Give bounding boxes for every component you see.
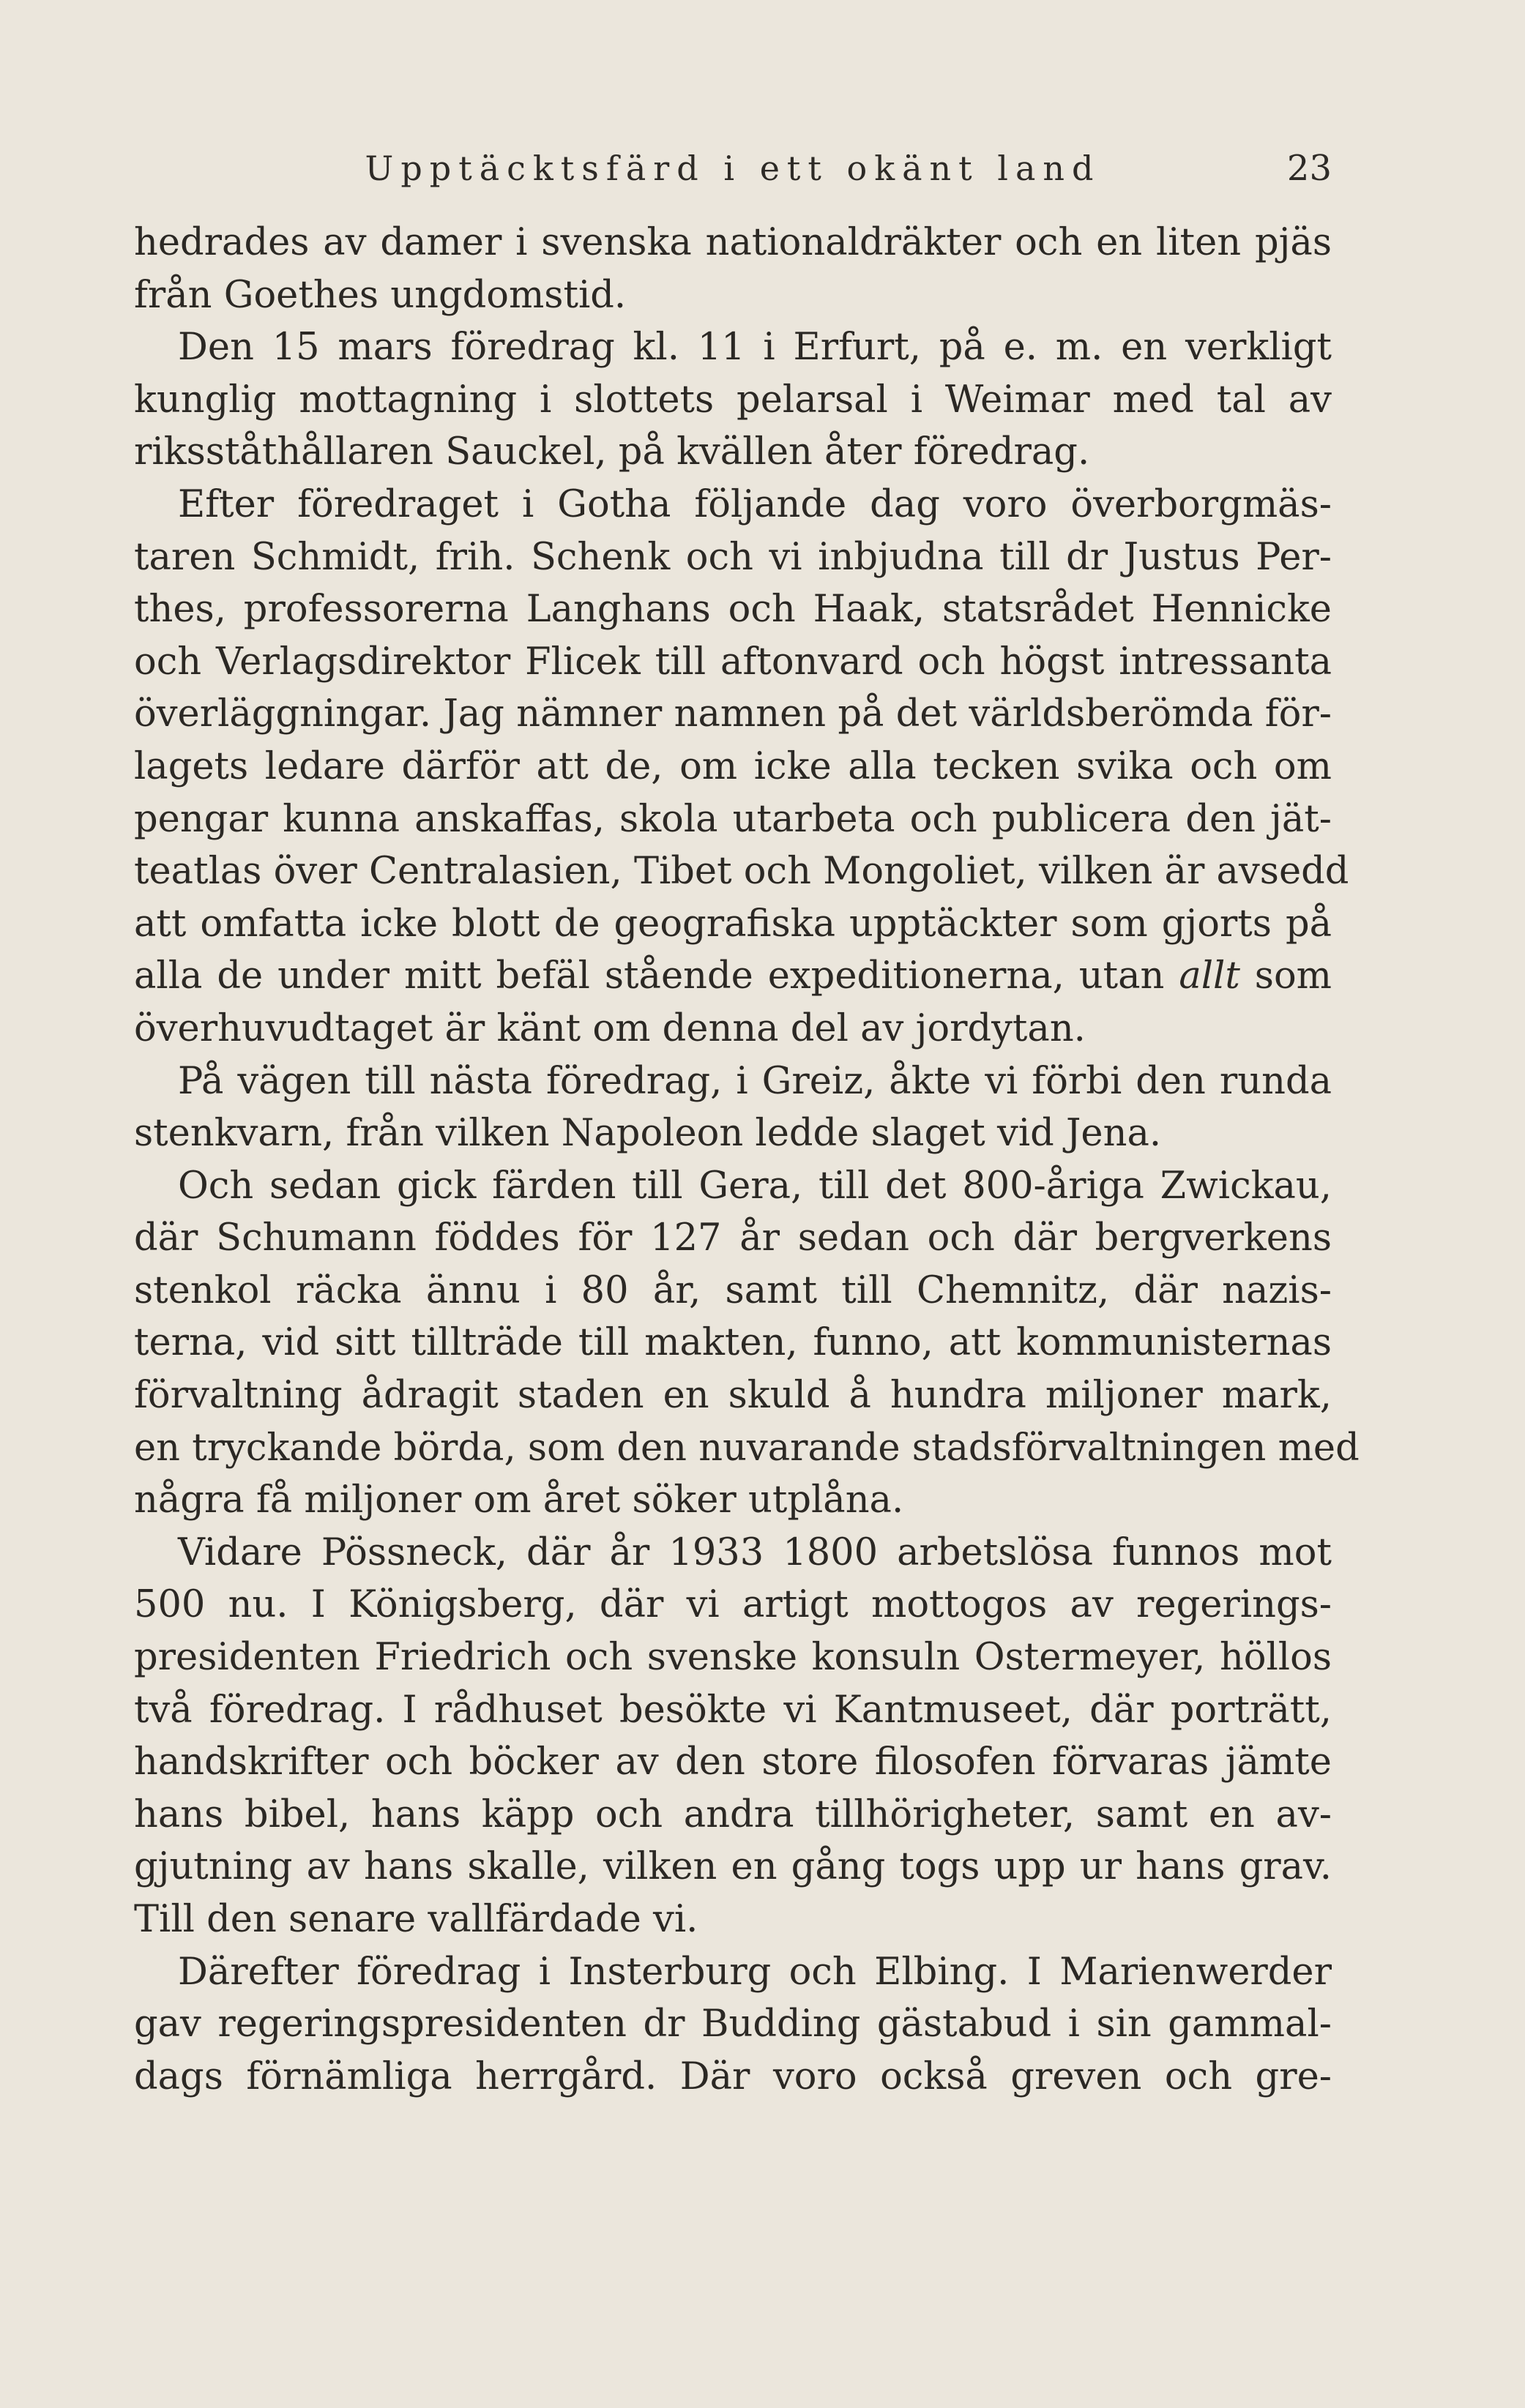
text-line — [134, 1893, 1332, 1946]
text-line-content: Därefter föredrag i Insterburg och Elbing. I Marienwerder — [178, 1950, 1332, 1994]
text-line — [134, 1212, 1332, 1265]
text-line — [134, 1684, 1332, 1737]
text-line — [134, 845, 1349, 898]
text-line — [134, 1055, 1332, 1108]
text-line-content: stenkvarn, från vilken Napoleon ledde slaget vid Jena. — [134, 1112, 1162, 1156]
running-title: Upptäcktsfärd i ett okänt land — [365, 149, 1101, 188]
emphasized-word: allt — [1179, 954, 1240, 998]
text-line-content: hedrades av damer i svenska nationaldräkter och en liten pjäs — [134, 221, 1332, 264]
text-line — [134, 741, 1332, 793]
text-line — [134, 1998, 1332, 2051]
text-line — [134, 321, 1332, 374]
text-line — [134, 1736, 1332, 1789]
text-line — [134, 426, 1332, 479]
text-line-content: förvaltning ådragit staden en skuld å hundra miljoner mark, — [134, 1374, 1332, 1418]
text-line-content: Efter föredraget i Gotha följande dag voro överborgmäs- — [178, 482, 1332, 526]
text-line-content: kunglig mottagning i slottets pelarsal i Weimar med tal av — [134, 378, 1332, 422]
text-line-tail: som — [1239, 954, 1332, 998]
text-line-content: hans bibel, hans käpp och andra tillhörigheter, samt en av- — [134, 1792, 1332, 1836]
text-line-content: Och sedan gick färden till Gera, till det 800-åriga Zwickau, — [178, 1164, 1332, 1208]
text-line-content: Till den senare vallfärdade vi. — [134, 1898, 698, 1941]
text-line — [134, 1003, 1332, 1055]
text-line — [134, 479, 1332, 531]
text-line — [134, 583, 1332, 636]
text-line-content: två föredrag. I rådhuset besökte vi Kantmuseet, där porträtt, — [134, 1688, 1332, 1732]
text-line — [134, 636, 1332, 689]
text-line-content: från Goethes ungdomstid. — [134, 273, 627, 317]
text-line-content: dags förnämliga herrgård. Där voro också greven och gre- — [134, 2054, 1332, 2098]
body-text — [134, 217, 1360, 2103]
text-line-content: att omfatta icke blott de geografiska upptäckter som gjorts på — [134, 902, 1332, 946]
text-line-content: Vidare Pössneck, där år 1933 1800 arbetslösa funnos mot — [178, 1530, 1332, 1574]
text-line-content: teatlas över Centralasien, Tibet och Mongoliet, vilken är avsedd — [134, 850, 1349, 894]
text-line-content: överhuvudtaget är känt om denna del av jordytan. — [134, 1006, 1086, 1050]
text-line — [134, 1527, 1332, 1579]
text-line — [134, 269, 1332, 322]
text-line — [134, 1317, 1332, 1369]
text-line — [134, 1422, 1360, 1475]
text-line-content: taren Schmidt, frih. Schenk och vi inbjudna till dr Justus Per- — [134, 535, 1332, 579]
text-line — [134, 1789, 1332, 1841]
text-line — [134, 1631, 1332, 1684]
text-line — [134, 2051, 1332, 2104]
text-line-content: pengar kunna anskaffas, skola utarbeta och publicera den jät- — [134, 797, 1332, 841]
text-line — [134, 688, 1332, 741]
text-line-content: gjutning av hans skalle, vilken en gång togs upp ur hans grav. — [134, 1845, 1332, 1889]
text-line — [134, 898, 1332, 951]
text-line — [134, 1579, 1332, 1631]
text-line-content: alla de under mitt befäl stående expeditionerna, utan — [134, 954, 1165, 998]
text-line-content: lagets ledare därför att de, om icke alla tecken svika och om — [134, 744, 1332, 788]
text-line-content: stenkol räcka ännu i 80 år, samt till Chemnitz, där nazis- — [134, 1268, 1332, 1312]
text-line — [134, 793, 1332, 846]
text-line-content: handskrifter och böcker av den store filosofen förvaras jämte — [134, 1740, 1332, 1784]
text-line — [134, 1107, 1332, 1160]
text-line-content: där Schumann föddes för 127 år sedan och där bergverkens — [134, 1216, 1332, 1260]
text-line — [134, 950, 1332, 1003]
text-line — [134, 531, 1332, 584]
text-line-content: överläggningar. Jag nämner namnen på det världsberömda för- — [134, 692, 1332, 736]
text-line-content: gav regeringspresidenten dr Budding gästabud i sin gammal- — [134, 2003, 1332, 2046]
page-number: 23 — [1286, 148, 1332, 189]
text-line-content: en tryckande börda, som den nuvarande stadsförvaltningen med — [134, 1426, 1360, 1470]
text-line — [134, 1946, 1332, 1999]
text-line — [134, 1265, 1332, 1317]
text-line-content: terna, vid sitt tillträde till makten, funno, att kommunisternas — [134, 1321, 1332, 1365]
text-line — [134, 217, 1332, 269]
text-line — [134, 374, 1332, 427]
text-line-content: riksståthållaren Sauckel, på kvällen åter föredrag. — [134, 430, 1090, 474]
text-line — [134, 1369, 1332, 1422]
text-line-content: thes, professorerna Langhans och Haak, statsrådet Hennicke — [134, 588, 1332, 632]
text-line-content: och Verlagsdirektor Flicek till aftonvard och högst intressanta — [134, 640, 1332, 684]
text-line — [134, 1841, 1332, 1893]
text-line-content: 500 nu. I Königsberg, där vi artigt mottogos av regerings- — [134, 1583, 1332, 1627]
text-line-content: På vägen till nästa föredrag, i Greiz, åkte vi förbi den runda — [178, 1059, 1332, 1103]
text-line-content: Den 15 mars föredrag kl. 11 i Erfurt, på e. m. en verkligt — [178, 326, 1332, 370]
text-line-content: några få miljoner om året söker utplåna. — [134, 1478, 904, 1522]
text-line — [134, 1160, 1332, 1213]
page-header — [134, 139, 1332, 198]
text-line-content: presidenten Friedrich och svenske konsuln Ostermeyer, höllos — [134, 1636, 1332, 1680]
text-line — [134, 1474, 1332, 1527]
